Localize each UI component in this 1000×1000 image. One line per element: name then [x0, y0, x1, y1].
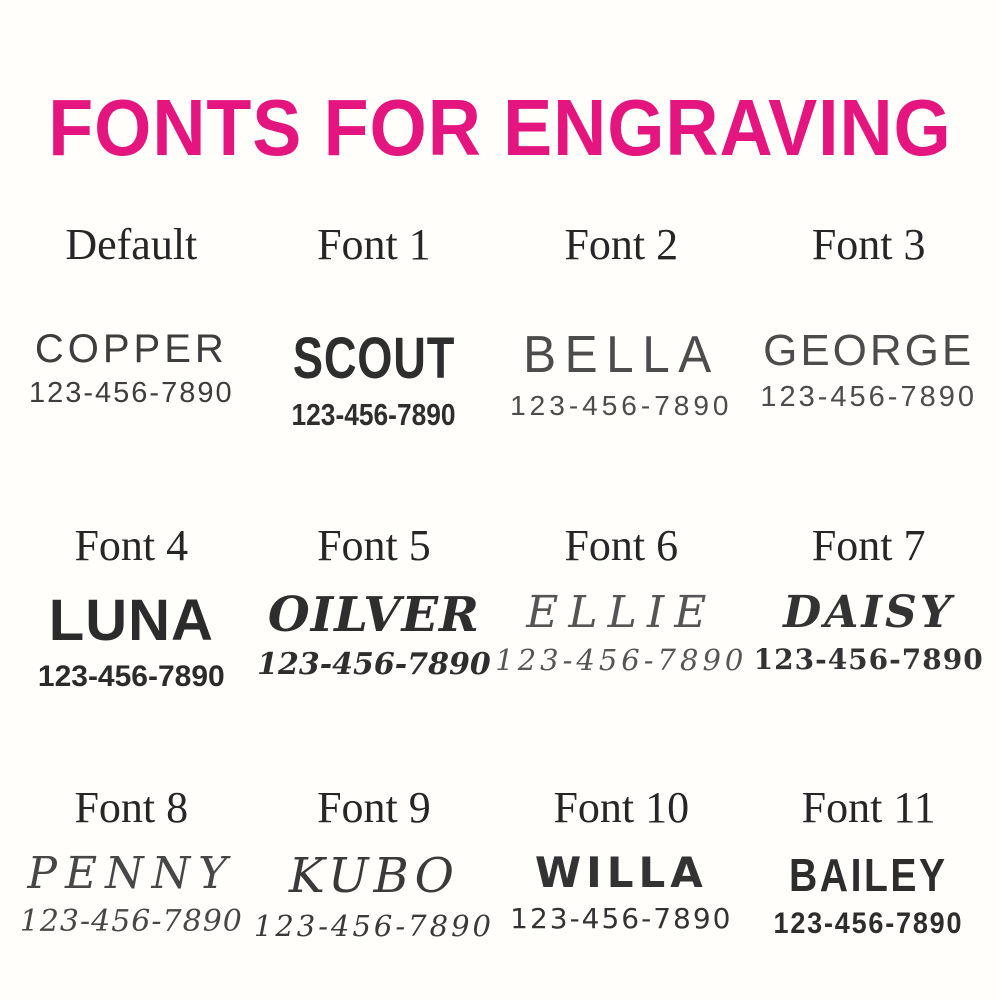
font-sample-name: PENNY [27, 848, 236, 900]
font-sample-numbers: 123-456-7890 [510, 390, 733, 422]
font-sample-name: BAILEY [789, 849, 949, 902]
font-sample-numbers: 123-456-7890 [760, 381, 977, 414]
font-card-8 [10, 783, 253, 944]
font-label: Font 11 [801, 782, 936, 832]
font-label: Font 4 [74, 521, 189, 571]
font-card-1 [253, 220, 496, 433]
font-sample-name: BELLA [523, 325, 720, 384]
font-card-default [10, 220, 253, 433]
font-card-4 [10, 521, 253, 694]
font-sample-numbers: 123-456-7890 [291, 397, 456, 433]
font-card-2 [495, 220, 747, 433]
font-sample-numbers: 123-456-7890 [257, 647, 491, 683]
font-card-11 [747, 783, 990, 944]
font-sample-numbers: 123-456-7890 [253, 908, 494, 943]
font-label: Font 5 [317, 521, 431, 571]
page-title: FONTS FOR ENGRAVING [48, 83, 952, 172]
font-sample-name: ELLIE [526, 587, 717, 639]
font-sample-name: WILLA [534, 848, 708, 898]
font-label: Font 7 [811, 521, 926, 571]
font-card-10 [495, 783, 747, 944]
font-sample-numbers: 123-456-7890 [495, 642, 748, 677]
font-sample-name: OILVER [267, 587, 480, 644]
font-label: Font 9 [317, 782, 431, 832]
font-sample-numbers: 123-456-7890 [29, 376, 234, 409]
font-label: Font 2 [564, 220, 679, 269]
font-sample-name: LUNA [48, 588, 214, 654]
font-sample-name: GEORGE [763, 325, 975, 375]
font-card-7 [747, 521, 990, 694]
font-card-5 [253, 521, 496, 694]
font-card-3 [747, 220, 990, 433]
font-label: Font 8 [74, 782, 189, 832]
font-label: Font 1 [317, 220, 431, 269]
font-card-9 [253, 783, 496, 944]
font-label: Font 10 [553, 782, 690, 832]
title-bar [0, 83, 1000, 172]
font-sample-name: SCOUT [292, 325, 456, 391]
font-label: Font 3 [811, 220, 926, 269]
font-grid [10, 220, 990, 943]
font-sample-numbers: 123-456-7890 [773, 907, 964, 941]
font-sample-numbers: 123-456-7890 [19, 903, 243, 939]
font-sample-numbers: 123-456-7890 [510, 901, 733, 935]
font-sample-numbers: 123-456-7890 [37, 659, 225, 693]
font-sample-numbers: 123-456-7890 [753, 642, 984, 676]
font-sample-name: DAISY [783, 587, 955, 639]
font-label: Default [65, 220, 198, 269]
font-card-6 [495, 521, 747, 694]
font-sample-name: COPPER [34, 326, 228, 371]
font-sample-name: KUBO [288, 848, 459, 905]
font-label: Font 6 [564, 521, 679, 571]
